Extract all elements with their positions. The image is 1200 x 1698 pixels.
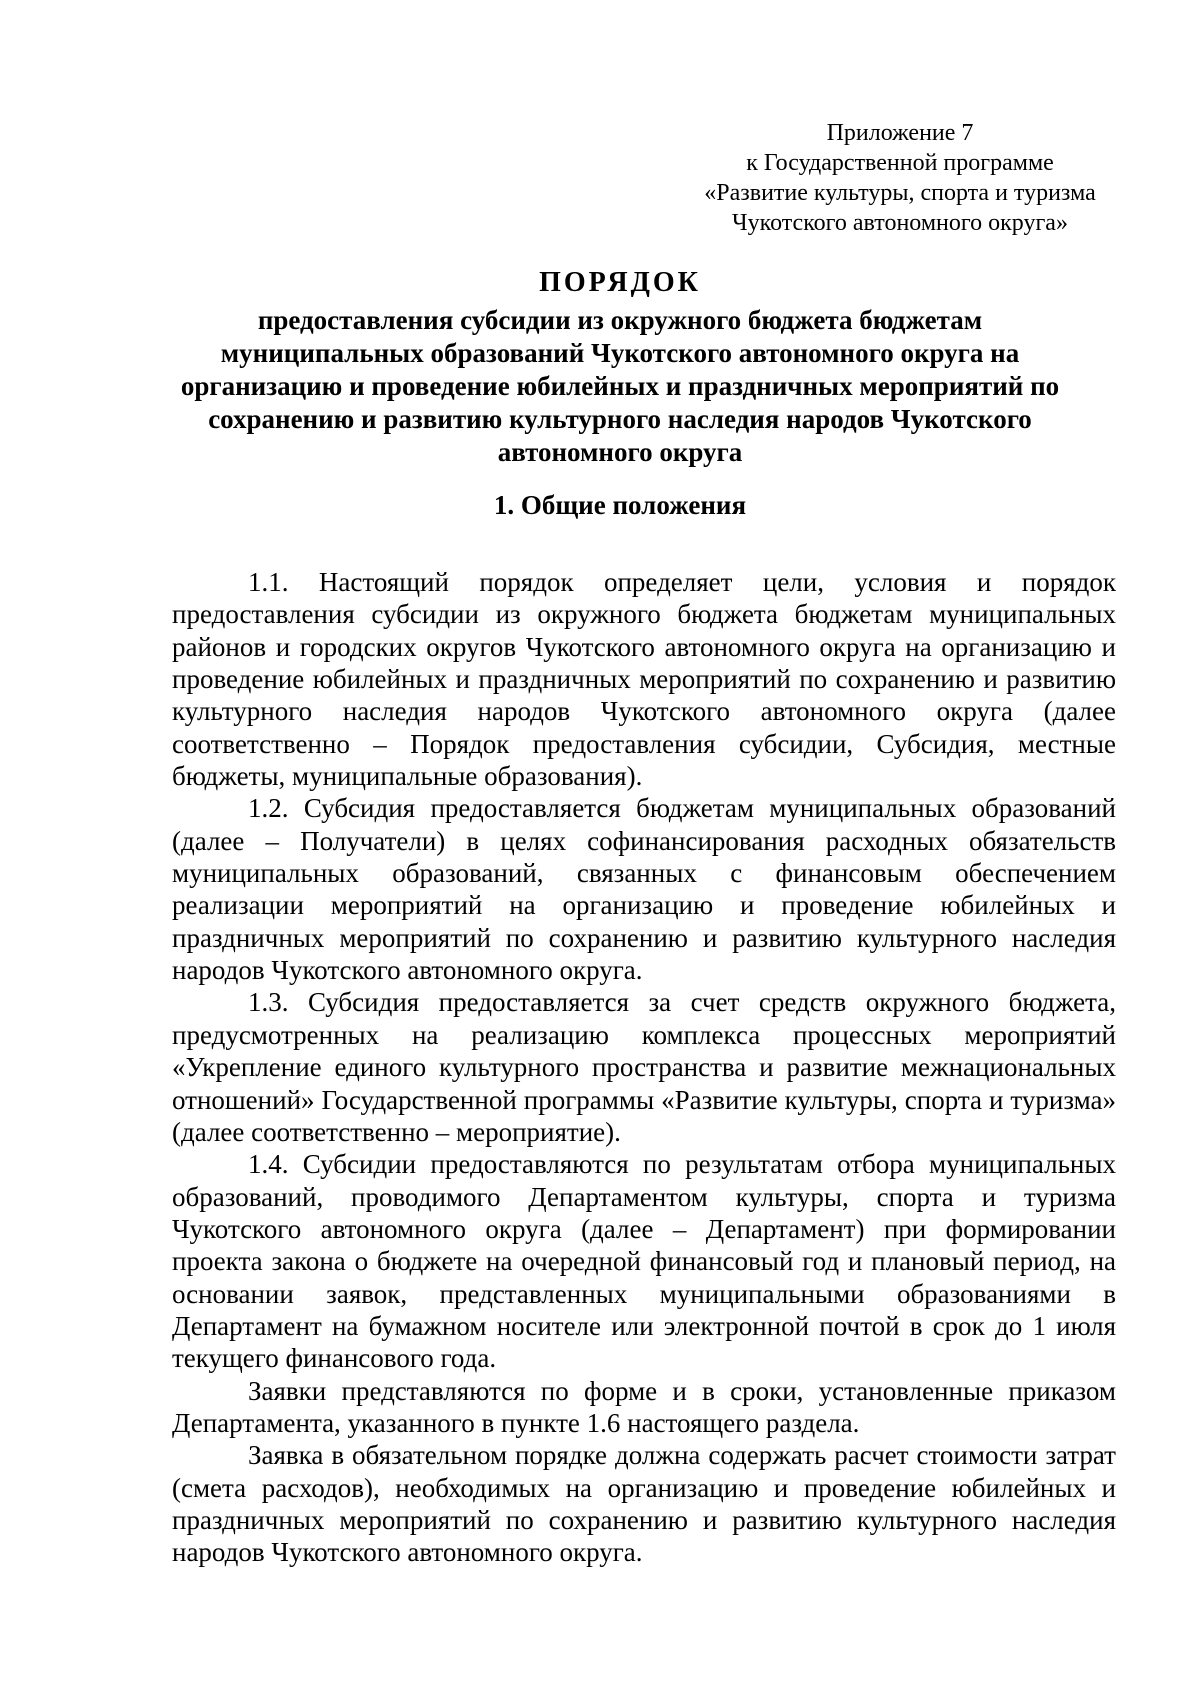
- section-heading: 1. Общие положения: [493, 490, 747, 520]
- appendix-line: «Развитие культуры, спорта и туризма: [704, 180, 1096, 206]
- paragraph-1-1: 1.1. Настоящий порядок определяет цели, условия и порядок предоставления субсидии из окружного бюджета бюджетам муниципальных районов и городских округов Чукотского автономного округа на организацию и проведение юбилейных и праздничных мероприятий по сохранению и развитию культурного наследия народов Чукотского автономного округа (далее соответственно – Порядок предоставления субсидии, Субсидия, местные бюджеты, муниципальные образования).: [172, 567, 1116, 792]
- subtitle-line: автономного округа: [497, 437, 743, 467]
- subtitle-line: сохранению и развитию культурного наследия народов Чукотского: [208, 404, 1032, 434]
- paragraph-1-4: 1.4. Субсидии предоставляются по результатам отбора муниципальных образований, проводимого Департаментом культуры, спорта и туризма Чукотского автономного округа (далее – Департамент) при формировании проекта закона о бюджете на очередной финансовый год и плановый период, на основании заявок, представленных муниципальными образованиями в Департамент на бумажном носителе или электронной почтой в срок до 1 июля текущего финансового года.: [172, 1149, 1116, 1374]
- paragraph-1-3: 1.3. Субсидия предоставляется за счет средств окружного бюджета, предусмотренных на реализацию комплекса процессных мероприятий «Укрепление единого культурного пространства и развитие межнациональных отношений» Государственной программы «Развитие культуры, спорта и туризма» (далее соответственно – мероприятие).: [172, 987, 1116, 1147]
- body-text: [172, 566, 1116, 1569]
- appendix-line: Приложение 7: [826, 120, 974, 146]
- subtitle-line: предоставления субсидии из окружного бюджета бюджетам: [257, 305, 983, 335]
- title-block: [150, 266, 1090, 469]
- appendix-line: к Государственной программе: [746, 150, 1054, 176]
- subtitle-line: муниципальных образований Чукотского автономного округа на: [220, 338, 1020, 368]
- paragraph-applications: Заявки представляются по форме и в сроки, установленные приказом Департамента, указанного в пункте 1.6 настоящего раздела.: [172, 1375, 1116, 1438]
- paragraph-application-contents: Заявка в обязательном порядке должна содержать расчет стоимости затрат (смета расходов), необходимых на организацию и проведение юбилейных и праздничных мероприятий по сохранению и развитию культурного наследия народов Чукотского автономного округа.: [172, 1440, 1116, 1568]
- paragraph-1-2: 1.2. Субсидия предоставляется бюджетам муниципальных образований (далее – Получатели) в целях софинансирования расходных обязательств муниципальных образований, связанных с финансовым обеспечением реализации мероприятий на организацию и проведение юбилейных и праздничных мероприятий по сохранению и развитию культурного наследия народов Чукотского автономного округа.: [172, 793, 1116, 986]
- subtitle-line: организацию и проведение юбилейных и праздничных мероприятий по: [180, 371, 1060, 401]
- appendix-line: Чукотского автономного округа»: [732, 210, 1068, 236]
- appendix-note: [700, 118, 1100, 238]
- document-subtitle: [150, 304, 1090, 469]
- document-title: ПОРЯДОК: [539, 267, 701, 298]
